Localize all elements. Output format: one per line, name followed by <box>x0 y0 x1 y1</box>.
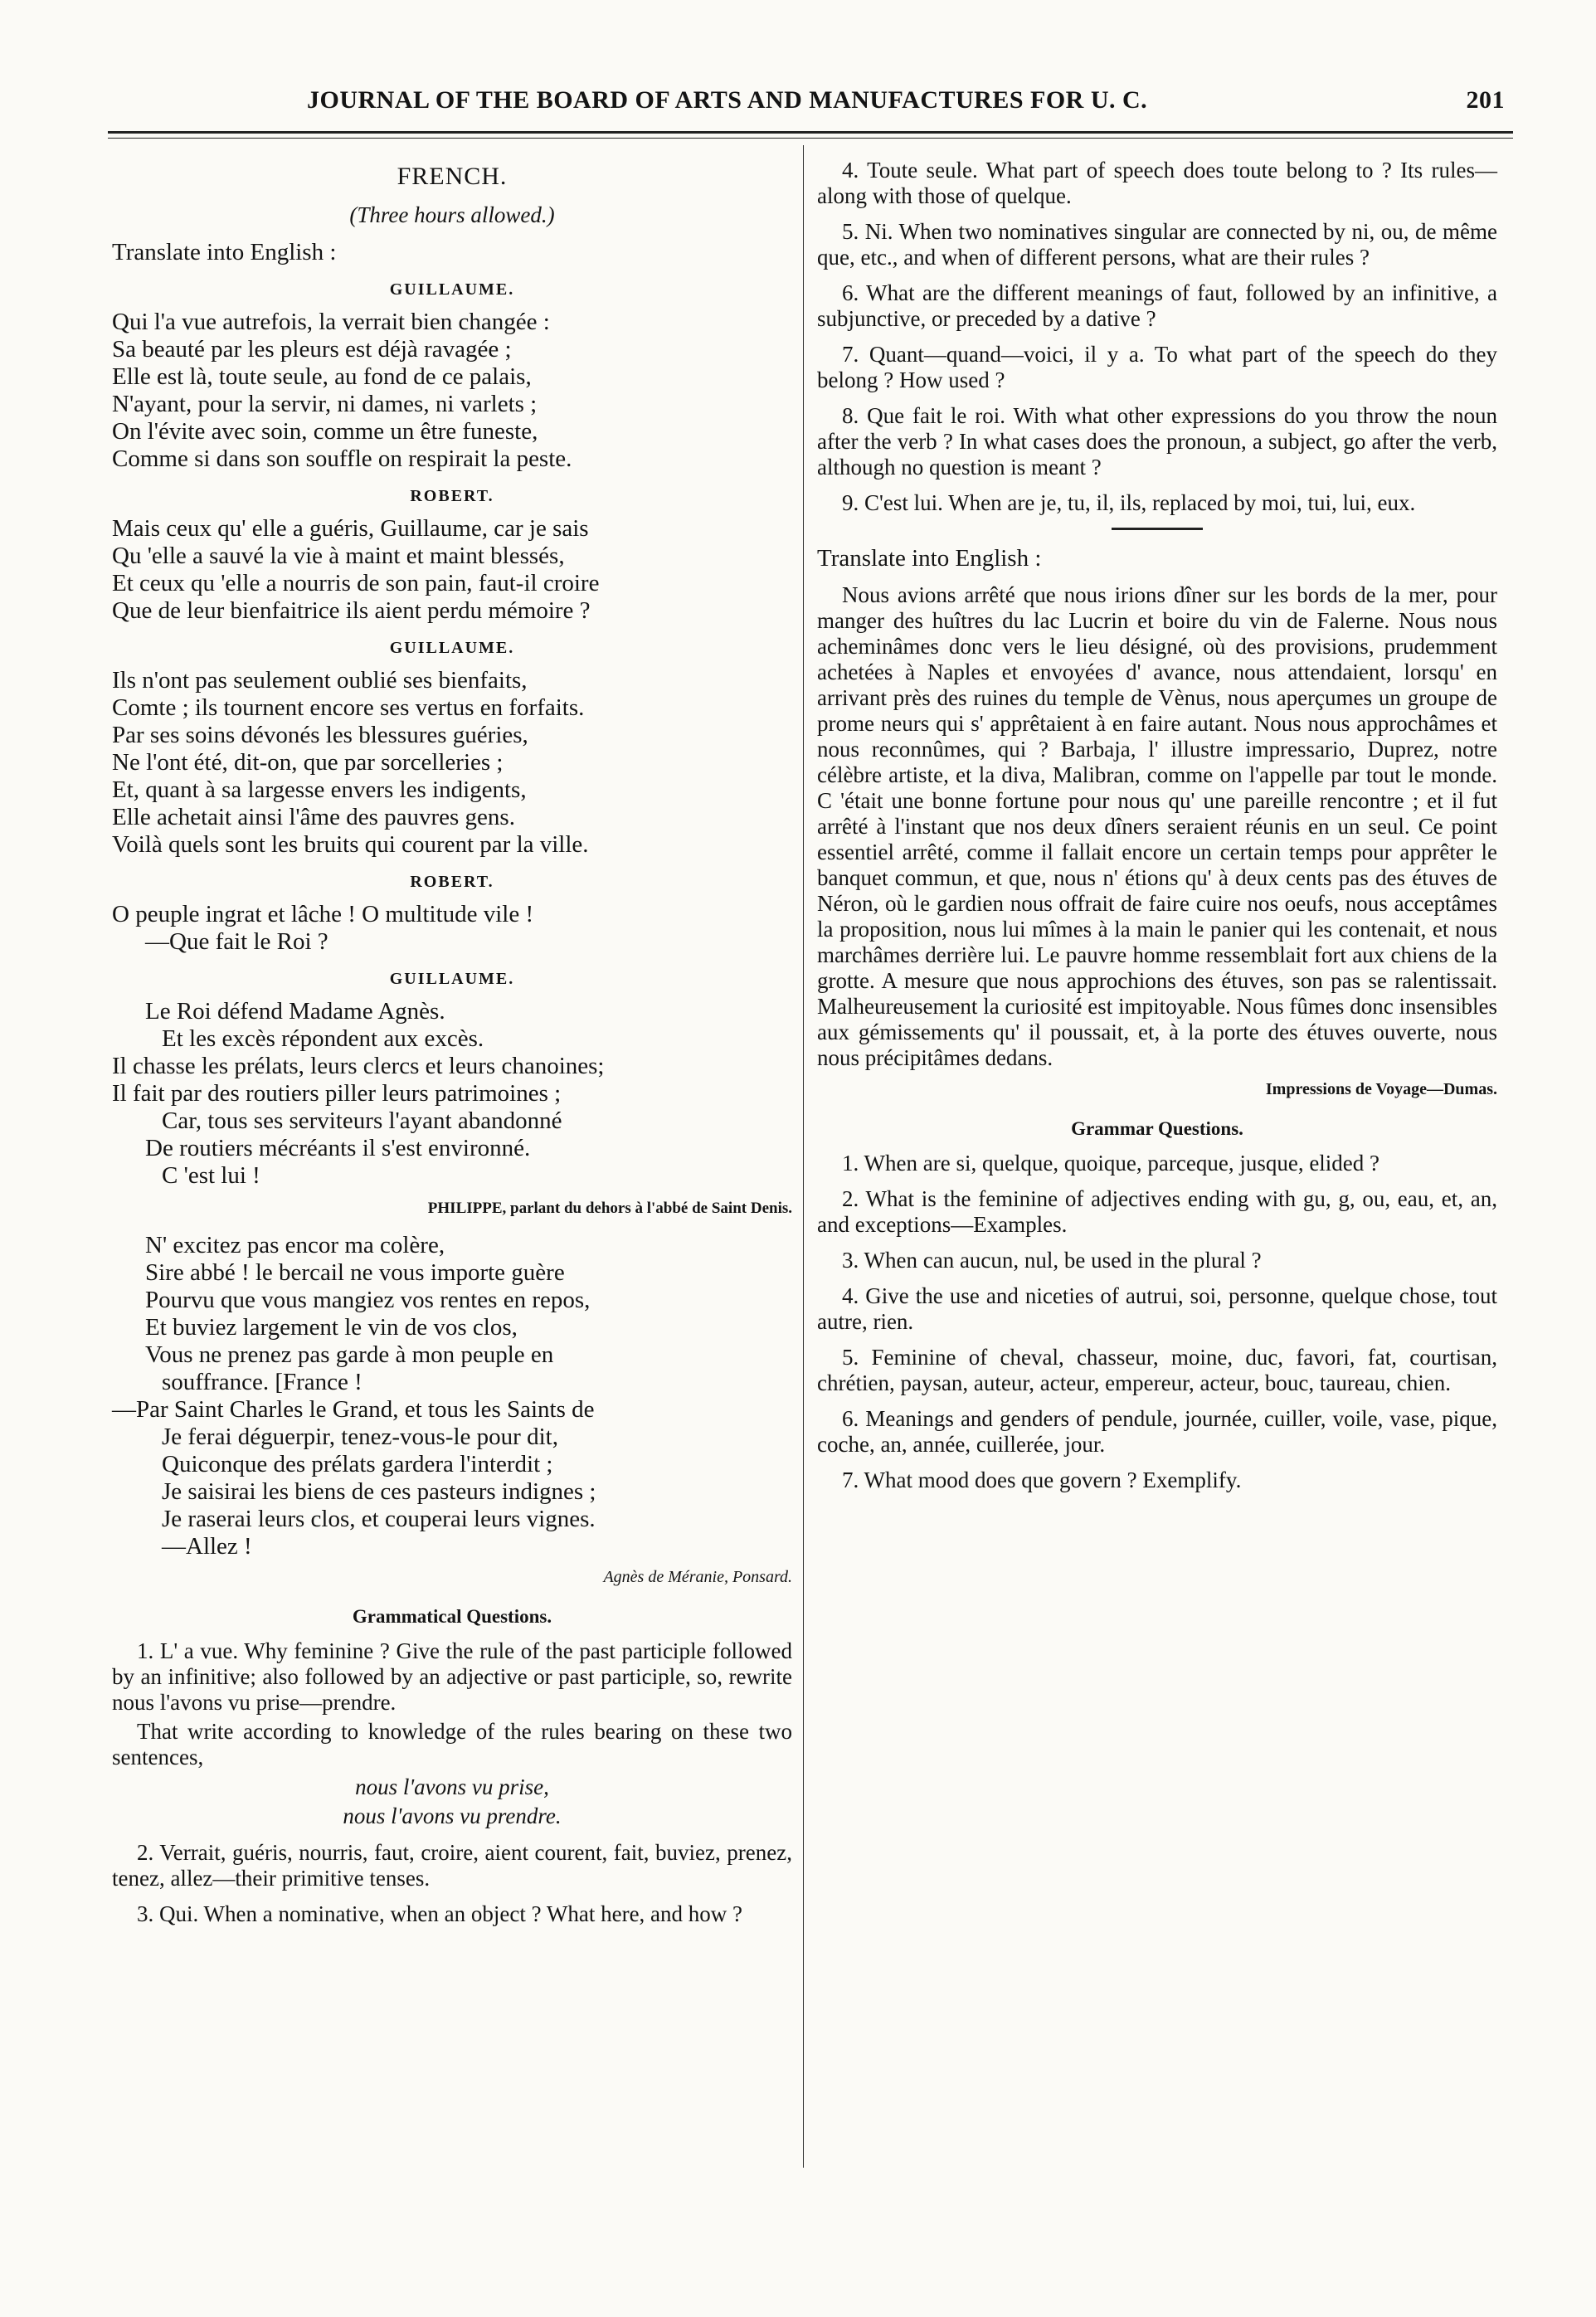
verse-line: Il chasse les prélats, leurs clercs et leurs chanoines; <box>112 1053 605 1079</box>
verse-passage <box>112 276 792 1190</box>
verse-line: —Que fait le Roi ? <box>145 928 328 955</box>
speaker-name: GUILLAUME. <box>389 639 515 657</box>
verse-line: Elle achetait ainsi l'âme des pauvres gens. <box>112 804 515 830</box>
philippe-speech <box>112 1232 792 1560</box>
question: 5. Ni. When two nominatives singular are connected by ni, ou, de même que, etc., and when of different persons, what are their rules ? <box>817 219 1497 270</box>
verse-citation: Agnès de Méranie, Ponsard. <box>603 1568 792 1586</box>
verse-line: Elle est là, toute seule, au fond de ce palais, <box>112 363 532 390</box>
question: 8. Que fait le roi. With what other expressions do you throw the noun after the verb ? In what cases does the pronoun, a subject, go after the verb, although no question is meant ? <box>817 403 1497 479</box>
verse-line: Et ceux qu 'elle a nourris de son pain, faut-il croire <box>112 570 600 596</box>
page-number: 201 <box>1466 86 1505 114</box>
left-column <box>112 158 792 1937</box>
verse-line: Sire abbé ! le bercail ne vous importe guère <box>145 1259 565 1286</box>
example-sentence: nous l'avons vu prendre. <box>343 1803 562 1828</box>
verse-line: On l'évite avec soin, comme un être funeste, <box>112 418 538 445</box>
prose-passage: Nous avions arrêté que nous irions dîner sur les bords de la mer, pour manger des huîtres du lac Lucrin et boire du vin de Falerne. Nous nous acheminâmes donc vers le lieu désigné, où des provisions, prudemment achetées à Naples et envoyées d' avance, nous attendaient, lorsqu' en arrivant près des ruines du temple de Vènus, nous aperçumes un groupe de prome neurs qui s' apprêtaient à en faire autant. Nous nous approchâmes et nous reconnûmes, qui ? Barbaja, l' illustre impressario, Duprez, notre célèbre artiste, et la diva, Malibran, comme on l'appelle par tout le monde. C 'était une bonne fortune pour nous qu' une pareille rencontre ; et il fut arrêté à l'instant que nos deux dîners seraient réunis en un seul. Ce point essentiel arrêté, comme il fallait encore un certain temps pour apprêter le banquet commun, et que, nous n' étions qu' à deux cents pas des étuves de Néron, où le gardien nous offrait de faire cuire nos oeufs, nous acceptâmes la proposition, nous lui mîmes à la main le panier qui les contenait, et nous marchâmes derrière lui. Le pauvre homme ressemblait fort aux chiens de la grotte. A mesure que nous approchions des étuves, son pas se ralentissait. Malheureusement la curiosité est impitoyable. Nous fûmes donc insensibles aux gémissements qu' il poussait, et, à la porte des étuves ouverte, nous nous précipitâmes dedans. <box>817 582 1497 1070</box>
instruction: Translate into English : <box>817 545 1042 572</box>
stage-direction: PHILIPPE, parlant du dehors à l'abbé de Saint Denis. <box>427 1200 792 1217</box>
time-allowed: (Three hours allowed.) <box>349 202 555 227</box>
verse-line: Et, quant à sa largesse envers les indigents, <box>112 776 527 803</box>
verse-line: Quiconque des prélats gardera l'interdit ; <box>162 1451 553 1477</box>
question: 9. C'est lui. When are je, tu, il, ils, replaced by moi, tui, lui, eux. <box>842 490 1416 515</box>
question: That write according to knowledge of the rules bearing on these two sentences, <box>112 1719 792 1769</box>
verse-line: Il fait par des routiers piller leurs patrimoines ; <box>112 1080 562 1107</box>
verse-line: Vous ne prenez pas garde à mon peuple en <box>145 1341 554 1368</box>
section-rule <box>1112 528 1203 530</box>
verse-line: Qu 'elle a sauvé la vie à maint et maint blessés, <box>112 543 565 569</box>
page-header <box>108 75 1513 124</box>
prose-citation: Impressions de Voyage—Dumas. <box>1265 1080 1497 1098</box>
verse-line: De routiers mécréants il s'est environné. <box>145 1135 531 1161</box>
verse-line: Ils n'ont pas seulement oublié ses bienfaits, <box>112 667 528 694</box>
verse-line: Et les excès répondent aux excès. <box>162 1025 484 1052</box>
question: 2. Verrait, guéris, nourris, faut, croire, aient courent, fait, buviez, prenez, tenez, allez—their primitive tenses. <box>112 1840 792 1891</box>
question: 3. When can aucun, nul, be used in the plural ? <box>842 1248 1262 1273</box>
verse-line: Car, tous ses serviteurs l'ayant abandonné <box>162 1107 562 1134</box>
verse-line: Je raserai leurs clos, et couperai leurs vignes. <box>162 1506 596 1532</box>
header-rule <box>108 131 1513 134</box>
question: 6. What are the different meanings of faut, followed by an infinitive, a subjunctive, or preceded by a dative ? <box>817 280 1497 331</box>
question: 5. Feminine of cheval, chasseur, moine, duc, favori, fat, courtisan, chrétien, paysan, auteur, acteur, empereur, acteur, bouc, taureau, chien. <box>817 1345 1497 1395</box>
question: 7. Quant—quand—voici, il y a. To what part of the speech do they belong ? How used ? <box>817 342 1497 392</box>
speaker-name: GUILLAUME. <box>389 970 515 988</box>
verse-line: N' excitez pas encor ma colère, <box>145 1232 445 1258</box>
grammatical-questions-title: Grammatical Questions. <box>352 1606 552 1627</box>
verse-line: Le Roi défend Madame Agnès. <box>145 998 445 1025</box>
verse-line: —Par Saint Charles le Grand, et tous les Saints de <box>112 1396 595 1423</box>
speaker-name: ROBERT. <box>410 873 494 891</box>
verse-line: Voilà quels sont les bruits qui courent par la ville. <box>112 831 589 858</box>
verse-line: Par ses soins dévonés les blessures guéries, <box>112 722 528 748</box>
verse-line: souffrance. [France ! <box>162 1369 363 1395</box>
verse-line: Et buviez largement le vin de vos clos, <box>145 1314 518 1341</box>
verse-line: O peuple ingrat et lâche ! O multitude vile ! <box>112 901 534 927</box>
question: 2. What is the feminine of adjectives ending with gu, g, ou, eau, et, an, and exceptions—Examples. <box>817 1186 1497 1237</box>
right-column <box>817 158 1497 1503</box>
journal-title: JOURNAL OF THE BOARD OF ARTS AND MANUFACTURES FOR U. C. <box>307 86 1148 114</box>
verse-line: Ne l'ont été, dit-on, que par sorcelleries ; <box>112 749 504 776</box>
verse-line: —Allez ! <box>162 1533 252 1560</box>
example-sentence: nous l'avons vu prise, <box>355 1774 549 1799</box>
question: 1. When are si, quelque, quoique, parceque, jusque, elided ? <box>842 1151 1380 1176</box>
verse-line: N'ayant, pour la servir, ni dames, ni varlets ; <box>112 391 538 417</box>
verse-line: Sa beauté par les pleurs est déjà ravagée ; <box>112 336 512 363</box>
verse-line: Je ferai déguerpir, tenez-vous-le pour dit, <box>162 1424 558 1450</box>
speaker-name: ROBERT. <box>410 487 494 505</box>
question: 6. Meanings and genders of pendule, journée, cuiller, voile, vase, pique, coche, an, année, cuillerée, jour. <box>817 1406 1497 1457</box>
instruction: Translate into English : <box>112 239 337 265</box>
verse-line: Qui l'a vue autrefois, la verrait bien changée : <box>112 309 550 335</box>
verse-line: Comme si dans son souffle on respirait la peste. <box>112 445 572 472</box>
speaker-name: GUILLAUME. <box>389 280 515 299</box>
verse-line: C 'est lui ! <box>162 1162 260 1189</box>
verse-line: Que de leur bienfaitrice ils aient perdu mémoire ? <box>112 597 591 624</box>
question: 4. Toute seule. What part of speech does toute belong to ? Its rules—along with those of quelque. <box>817 158 1497 208</box>
verse-line: Comte ; ils tournent encore ses vertus en forfaits. <box>112 694 585 721</box>
header-rule-thin <box>108 138 1513 139</box>
column-divider <box>803 145 804 2168</box>
verse-line: Mais ceux qu' elle a guéris, Guillaume, car je sais <box>112 515 589 542</box>
verse-line: Je saisirai les biens de ces pasteurs indignes ; <box>162 1478 596 1505</box>
verse-line: Pourvu que vous mangiez vos rentes en repos, <box>145 1287 591 1313</box>
question: 3. Qui. When a nominative, when an object ? What here, and how ? <box>137 1901 743 1926</box>
question: 1. L' a vue. Why feminine ? Give the rule of the past participle followed by an infinitive; also followed by an adjective or past participle, so, rewrite nous l'avons vu prise—prendre. <box>112 1638 792 1715</box>
question: 4. Give the use and niceties of autrui, soi, personne, quelque chose, tout autre, rien. <box>817 1283 1497 1334</box>
grammar-questions-title: Grammar Questions. <box>1071 1118 1243 1139</box>
question: 7. What mood does que govern ? Exemplify. <box>842 1468 1242 1492</box>
section-title: FRENCH. <box>397 163 508 190</box>
